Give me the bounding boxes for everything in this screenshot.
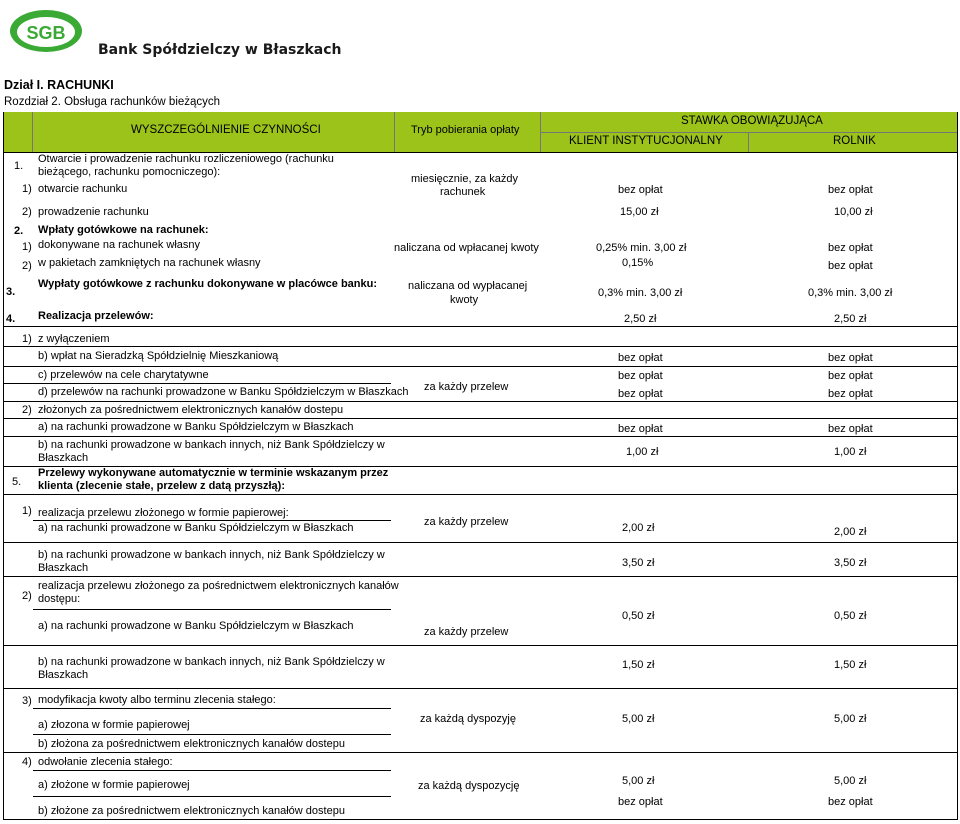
rate-farmer: 10,00 zł (834, 206, 873, 218)
header-institutional: KLIENT INSTYTUCJONALNY (569, 135, 723, 147)
logo-text: SGB (26, 23, 66, 43)
item-label: dostępu: (38, 593, 81, 605)
rate-farmer: 2,50 zł (834, 313, 867, 325)
row-number: 5. (12, 476, 22, 488)
rate-farmer: bez opłat (828, 423, 873, 435)
row-number: 3. (6, 286, 16, 298)
row-title: Przelewy wykonywane automatycznie w terminie wskazanym przez (38, 467, 389, 479)
sub-number: 1) (22, 505, 32, 517)
charge-mode: naliczana od wpłacanej kwoty (394, 242, 539, 254)
item-label: Błaszkach (38, 562, 89, 574)
charge-mode: kwoty (450, 294, 479, 306)
sub-number: 4) (22, 756, 32, 768)
row-number: 1. (14, 160, 24, 172)
rate-institutional: 3,50 zł (622, 557, 655, 569)
item-label: b) na rachunki prowadzone w bankach innych, niż Bank Spółdzielczy w (38, 656, 385, 668)
row-title: Wypłaty gotówkowe z rachunku dokonywane w placówce banku: (38, 278, 378, 290)
item-label: w pakietach zamkniętych na rachunek własny (38, 257, 261, 269)
bank-name: Bank Spółdzielczy w Błaszkach (98, 42, 342, 58)
charge-mode: rachunek (440, 186, 486, 198)
item-label: b) złożone za pośrednictwem elektronicznych kanałów dostepu (38, 805, 345, 817)
rate-farmer: 1,50 zł (834, 659, 867, 671)
item-label: b) na rachunki prowadzone w bankach innych, niż Bank Spółdzielczy w (38, 439, 385, 451)
table-header (3, 112, 958, 152)
header-description: WYSZCZEGÓLNIENIE CZYNNOŚCI (131, 124, 321, 136)
item-label: odwołanie zlecenia stałego: (38, 756, 173, 768)
rate-farmer: 2,00 zł (834, 526, 867, 538)
item-label: b) złożona za pośrednictwem elektronicznych kanałów dostepu (38, 738, 345, 750)
charge-mode: za każdy przelew (424, 626, 509, 638)
rate-farmer: bez opłat (828, 242, 873, 254)
rate-institutional: bez opłat (618, 352, 663, 364)
item-label: c) przelewów na cele charytatywne (38, 369, 209, 381)
rate-farmer: 0,3% min. 3,00 zł (808, 287, 893, 299)
item-label: a) na rachunki prowadzone w Banku Spółdzielczym w Błaszkach (38, 421, 354, 433)
charge-mode: za każdy przelew (424, 381, 509, 393)
rate-farmer: bez opłat (828, 184, 873, 196)
item-label: otwarcie rachunku (38, 183, 128, 195)
charge-mode: za każdą dyspozycję (418, 780, 520, 792)
sub-number: 1) (22, 241, 32, 253)
item-label: d) przelewów na rachunki prowadzone w Banku Spółdzielczym w Błaszkach (38, 386, 409, 398)
charge-mode: miesięcznie, za każdy (411, 173, 518, 185)
header-farmer: ROLNIK (833, 135, 876, 147)
rate-farmer: 3,50 zł (834, 557, 867, 569)
row-title: bieżącego, rachunku pomocniczego): (38, 166, 221, 178)
rate-institutional: 5,00 zł (622, 775, 655, 787)
item-label: dokonywane na rachunek własny (38, 239, 201, 251)
item-label: realizacja przelewu złożonego w formie papierowej: (38, 507, 289, 519)
item-label: b) na rachunki prowadzone w bankach innych, niż Bank Spółdzielczy w (38, 549, 385, 561)
sub-number: 2) (22, 206, 32, 218)
item-label: b) wpłat na Sieradzką Spółdzielnię Mieszkaniową (38, 350, 279, 362)
rate-institutional: 1,00 zł (626, 446, 659, 458)
item-label: a) na rachunki prowadzone w Banku Spółdzielczym w Błaszkach (38, 522, 354, 534)
rate-farmer: bez opłat (828, 796, 873, 808)
sub-number: 2) (22, 260, 32, 272)
row-number: 2. (14, 225, 24, 237)
rate-institutional: bez opłat (618, 388, 663, 400)
rate-farmer: 0,50 zł (834, 610, 867, 622)
row-title: Wpłaty gotówkowe na rachunek: (38, 224, 209, 236)
rate-institutional: 15,00 zł (620, 206, 659, 218)
rate-institutional: 1,50 zł (622, 659, 655, 671)
rate-institutional: 0,3% min. 3,00 zł (598, 287, 683, 299)
rate-institutional: 0,50 zł (622, 610, 655, 622)
item-label: a) złozona w formie papierowej (38, 719, 190, 731)
sgb-logo (8, 6, 88, 56)
rate-farmer: 1,00 zł (834, 446, 867, 458)
row-title: Realizacja przelewów: (38, 310, 154, 322)
item-label: a) złożone w formie papierowej (38, 779, 190, 791)
rate-institutional: bez opłat (618, 184, 663, 196)
row-title: klienta (zlecenie stałe, przelew z datą przyszłą): (38, 480, 285, 492)
item-label: złożonych za pośrednictwem elektronicznych kanałów dostepu (38, 404, 344, 416)
subsection-heading: Rozdział 2. Obsługa rachunków bieżących (4, 96, 221, 108)
item-label: prowadzenie rachunku (38, 206, 149, 218)
header-rate: STAWKA OBOWIĄZUJĄCA (681, 115, 823, 127)
sub-number: 3) (22, 695, 32, 707)
rate-institutional: bez opłat (618, 423, 663, 435)
rate-institutional: 2,50 zł (624, 313, 657, 325)
rate-farmer: 5,00 zł (834, 713, 867, 725)
item-label: Błaszkach (38, 669, 89, 681)
rate-institutional: bez opłat (618, 796, 663, 808)
item-label: Błaszkach (38, 452, 89, 464)
rate-farmer: bez opłat (828, 260, 873, 272)
rate-farmer: bez opłat (828, 352, 873, 364)
charge-mode: za każdą dyspozyję (420, 713, 516, 725)
header-mode: Tryb pobierania opłaty (411, 124, 520, 136)
item-label: z wyłączeniem (38, 333, 110, 345)
sub-number: 1) (22, 333, 32, 345)
item-label: realizacja przelewu złożonego za pośrednictwem elektronicznych kanałów (38, 580, 399, 592)
section-heading: Dział I. RACHUNKI (4, 78, 114, 92)
row-number: 4. (6, 313, 16, 325)
sub-number: 2) (22, 404, 32, 416)
rate-institutional: 2,00 zł (622, 522, 655, 534)
charge-mode: za każdy przelew (424, 516, 509, 528)
item-label: modyfikacja kwoty albo terminu zlecenia stałego: (38, 694, 276, 706)
rate-institutional: 0,15% (622, 257, 654, 269)
rate-institutional: 0,25% min. 3,00 zł (596, 242, 687, 254)
rate-farmer: bez opłat (828, 370, 873, 382)
rate-institutional: 5,00 zł (622, 713, 655, 725)
row-title: Otwarcie i prowadzenie rachunku rozliczeniowego (rachunku (38, 153, 334, 165)
sub-number: 2) (22, 590, 32, 602)
charge-mode: naliczana od wypłacanej (408, 280, 528, 292)
rate-institutional: bez opłat (618, 370, 663, 382)
rate-farmer: bez opłat (828, 388, 873, 400)
rate-farmer: 5,00 zł (834, 775, 867, 787)
item-label: a) na rachunki prowadzone w Banku Spółdzielczym w Błaszkach (38, 620, 354, 632)
sub-number: 1) (22, 183, 32, 195)
